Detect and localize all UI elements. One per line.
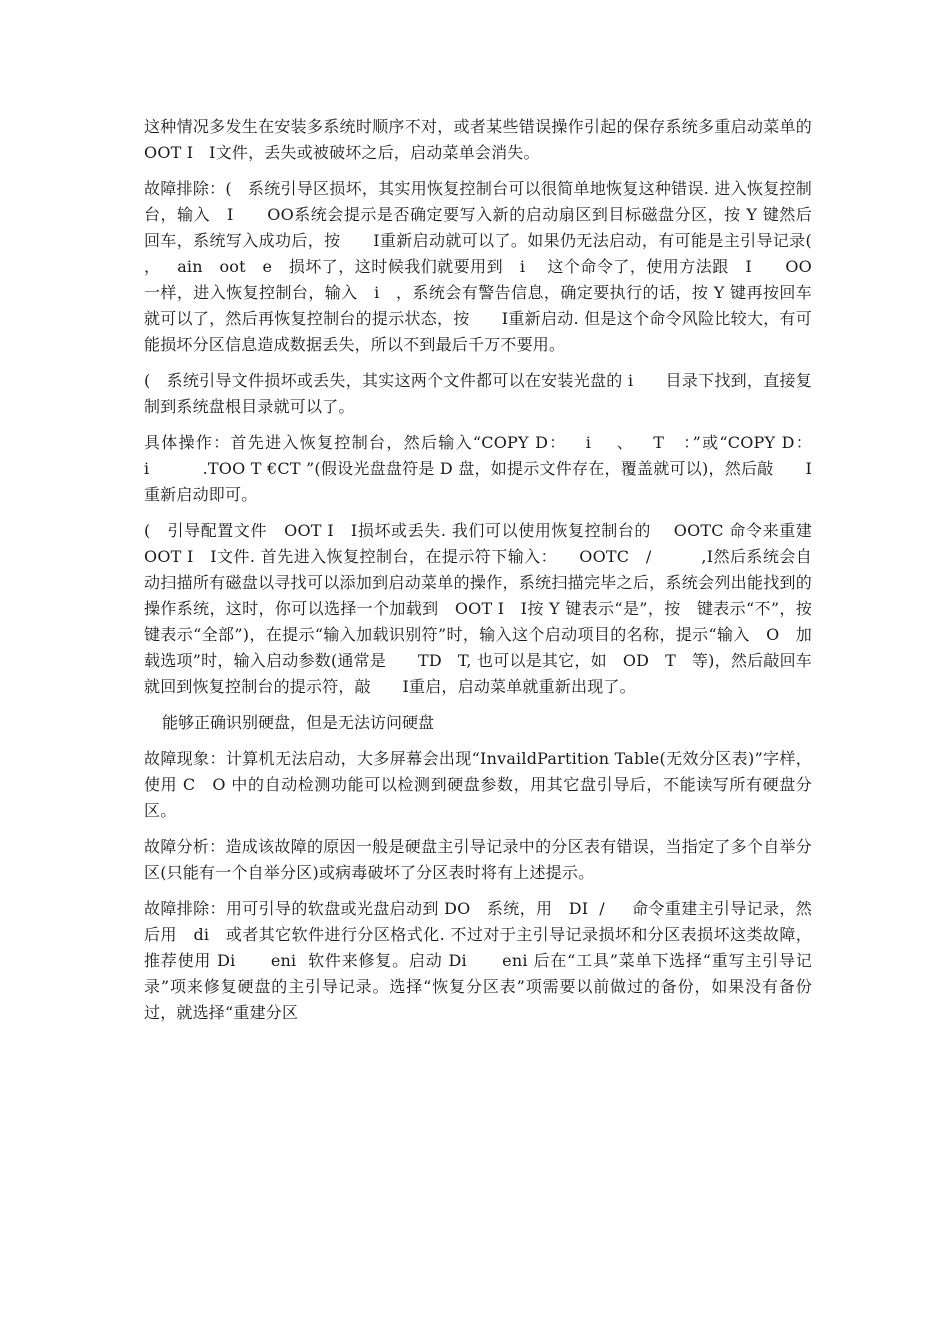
paragraph-intro: 这种情况多发生在安装多系统时顺序不对，或者某些错误操作引起的保存系统多重启动菜单的 OOT I I文件，丢失或被破坏之后，启动菜单会消失。: [144, 117, 828, 162]
paragraph-symptom: 故障现象：计算机无法启动，大多屏幕会出现“InvaildPartition Table(无效分区表)”字样，使用 C O 中的自动检测功能可以检测到硬盘参数，用其它盘引导后，不能读写所有硬盘分区。: [144, 749, 812, 820]
section-heading: 能够正确识别硬盘，但是无法访问硬盘: [162, 713, 435, 732]
paragraph-fix-boot-sector: 故障排除：( 系统引导区损坏，其实用恢复控制台可以很简单地恢复这种错误. 进入恢复控制台，输入 I OO系统会提示是否确定要写入新的启动扇区到目标磁盘分区，按 Y 键然后回车，系统写入成功后，按 I重新启动就可以了。如果仍无法启动，有可能是主引导记录( ， ain oot e 损坏了，这时候我们就要用到 i 这个命令了，使用方法跟 I OO一样，进入恢复控制台，输入 i ，系统会有警告信息，确定要执行的话，按 Y 键再按回车就可以了，然后再恢复控制台的提示状态，按 I重新启动. 但是这个命令风险比较大，有可能损坏分区信息造成数据丢失，所以不到最后千万不要用。: [144, 179, 828, 354]
paragraph-boot-files: ( 系统引导文件损坏或丢失，其实这两个文件都可以在安装光盘的 i 目录下找到，直接复制到系统盘根目录就可以了。: [144, 371, 812, 416]
paragraph-boot-ini: ( 引导配置文件 OOT I I损坏或丢失. 我们可以使用恢复控制台的 OOTC 命令来重建 OOT I I文件. 首先进入恢复控制台，在提示符下输入： OOTC / ,I然后系统会自动扫描所有磁盘以寻找可以添加到启动菜单的操作，系统扫描完毕之后，系统会列出能找到的操作系统，这时，你可以选择一个加载到 OOT I I按 Y 键表示“是”，按 键表示“不”，按 键表示“全部”)，在提示“输入加载识别符”时，输入这个启动项目的名称，提示“输入 O 加载选项”时，输入启动参数(通常是 TD T, 也可以是其它，如 OD T 等)，然后敲回车就回到恢复控制台的提示符，敲 I重启，启动菜单就重新出现了。: [144, 521, 828, 696]
paragraph-copy-steps: 具体操作：首先进入恢复控制台，然后输入“COPY D： i 、 T ：”或“COPY D： i .TOO T €CT ”(假设光盘盘符是 D 盘，如提示文件存在，覆盖就可以)，然后敲 I重新启动即可。: [144, 433, 855, 504]
paragraph-solution: 故障排除：用可引导的软盘或光盘启动到 DO 系统，用 DI / 命令重建主引导记录，然后用 di 或者其它软件进行分区格式化. 不过对于主引导记录损坏和分区表损坏这类故障，推荐使用 Di eni 软件来修复。启动 Di eni 后在“工具”菜单下选择“重写主引导记录”项来修复硬盘的主引导记录。选择“恢复分区表”项需要以前做过的备份，如果没有备份过，就选择“重建分区: [144, 899, 812, 1022]
paragraph-analysis: 故障分析：造成该故障的原因一般是硬盘主引导记录中的分区表有错误，当指定了多个自举分区(只能有一个自举分区)或病毒破坏了分区表时将有上述提示。: [144, 837, 812, 882]
